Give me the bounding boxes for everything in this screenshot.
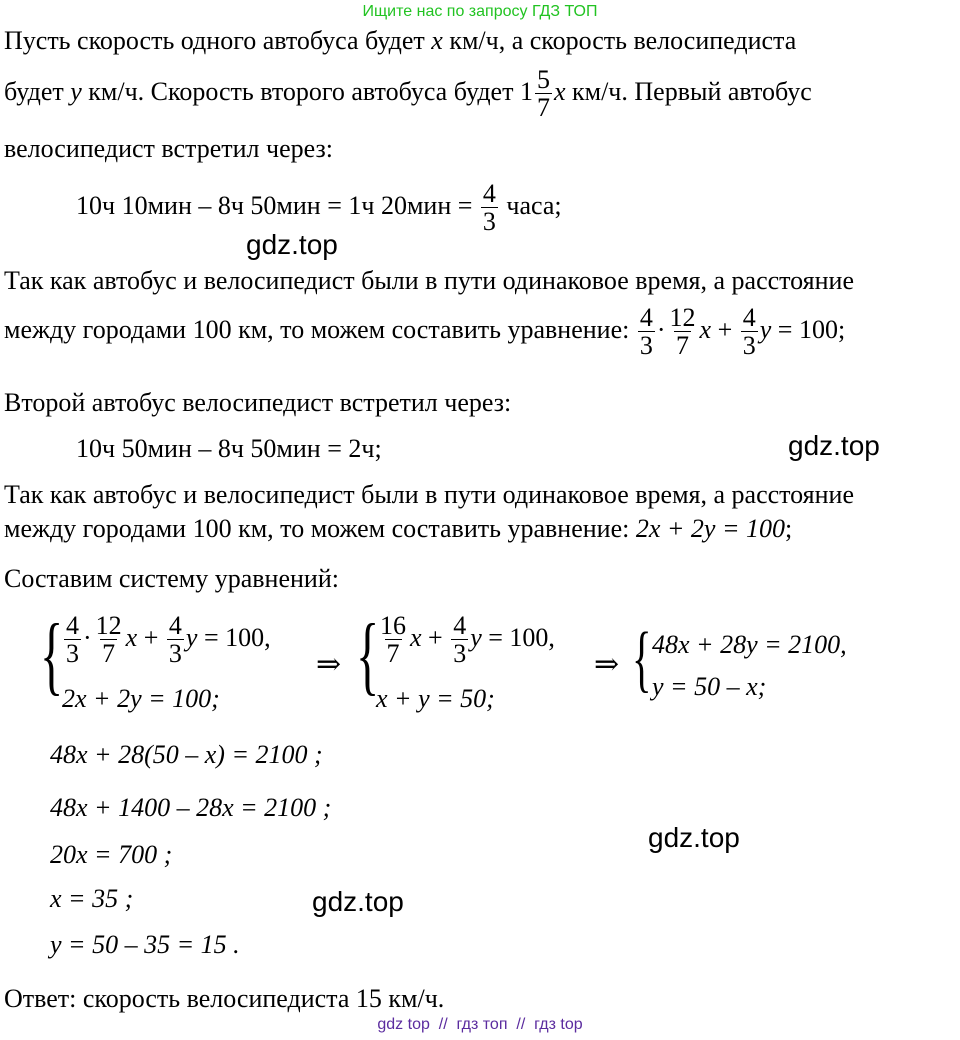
fraction-numerator: 12	[669, 303, 696, 332]
fraction	[741, 304, 758, 360]
system-1-row-1	[62, 612, 271, 668]
plus-operator: +	[717, 314, 733, 344]
watermark-3: gdz.top	[648, 822, 740, 853]
calc-time-1	[76, 180, 562, 236]
calc1-text: 10ч 10мин – 8ч 50мин = 1ч 20мин =	[76, 190, 473, 220]
fraction-denominator: 7	[102, 639, 116, 669]
system-2-row-2: x + y = 50;	[376, 684, 495, 713]
fraction-denominator: 3	[168, 639, 182, 669]
watermark-4: gdz.top	[312, 886, 404, 917]
paragraph-6: Второй автобус велосипедист встретил через:	[4, 388, 512, 417]
var-y: y	[759, 314, 772, 344]
calc-time-2: 10ч 50мин – 8ч 50мин = 2ч;	[76, 434, 382, 463]
fraction	[94, 612, 124, 668]
semicolon: ;	[837, 314, 846, 344]
fraction-numerator: 5	[536, 65, 550, 94]
system-1-row-2: 2x + 2y = 100;	[62, 684, 220, 713]
p8-text: между городами 100 км, то можем составить уравнение:	[4, 514, 630, 543]
var-x: x	[431, 26, 443, 55]
semicolon: ;	[785, 514, 793, 543]
mixed-fraction	[535, 66, 552, 122]
dot-operator: ·	[83, 622, 92, 652]
watermark-2: gdz.top	[788, 430, 880, 461]
answer: Ответ: скорость велосипедиста 15 км/ч.	[4, 984, 445, 1013]
fraction	[64, 612, 81, 668]
fraction-numerator: 16	[380, 611, 406, 640]
implies-arrow-1: ⇒	[316, 648, 342, 681]
fraction	[378, 612, 408, 668]
paragraph-4: Так как автобус и велосипедист были в пути одинаковое время, а расстояние	[4, 266, 855, 295]
paragraph-1	[4, 28, 796, 54]
step-4: x = 35 ;	[50, 884, 134, 913]
p2-text-b: км/ч. Скорость второго автобуса будет 1	[88, 76, 533, 106]
watermark-1: gdz.top	[246, 229, 338, 260]
fraction-numerator: 4	[168, 611, 182, 640]
fraction-4-3	[481, 180, 498, 236]
paragraph-5	[4, 304, 845, 360]
fraction-numerator: 4	[66, 611, 79, 640]
fraction	[638, 304, 655, 360]
dot-operator: ·	[656, 314, 666, 344]
rhs: = 100,	[488, 622, 555, 652]
left-brace: {	[632, 618, 652, 700]
fraction-numerator: 4	[482, 179, 496, 208]
left-brace: {	[40, 607, 64, 704]
p2-text-c: км/ч. Первый автобус	[572, 76, 812, 106]
var-x: x	[699, 314, 712, 344]
var-y: y	[185, 622, 198, 652]
rhs: = 100,	[203, 622, 271, 652]
equation-2: 2x + 2y = 100	[635, 514, 786, 543]
fraction-denominator: 3	[453, 639, 467, 669]
paragraph-7: Так как автобус и велосипедист были в пути одинаковое время, а расстояние	[4, 480, 855, 509]
fraction-denominator: 7	[386, 639, 400, 669]
footer-links: gdz top // гдз топ // гдз top	[377, 1016, 583, 1033]
plus-operator: +	[143, 622, 159, 652]
fraction-denominator: 7	[676, 331, 690, 361]
top-banner: Ищите нас по запросу ГДЗ ТОП	[362, 3, 598, 20]
paragraph-2	[4, 66, 812, 122]
eq1-rhs: = 100	[777, 314, 838, 344]
plus-operator: +	[428, 622, 443, 652]
step-3: 20x = 700 ;	[50, 840, 173, 869]
fraction-numerator: 4	[639, 303, 653, 332]
step-2: 48x + 1400 – 28x = 2100 ;	[50, 793, 332, 822]
fraction	[451, 612, 468, 668]
calc1-unit: часа;	[506, 190, 562, 220]
p1-text-a: Пусть скорость одного автобуса будет	[4, 26, 425, 55]
paragraph-8	[4, 516, 792, 542]
var-y: y	[70, 76, 82, 106]
p2-text-a: будет	[4, 76, 64, 106]
implies-arrow-2: ⇒	[594, 648, 620, 681]
fraction-denominator: 3	[482, 207, 496, 237]
fraction-denominator: 3	[639, 331, 653, 361]
system-2-row-1	[376, 612, 555, 668]
var-y: y	[470, 622, 482, 652]
var-x: x	[553, 76, 566, 106]
p1-text-b: км/ч, а скорость велосипедиста	[449, 26, 797, 55]
fraction-numerator: 4	[453, 611, 467, 640]
p5-text: между городами 100 км, то можем составить уравнение:	[4, 314, 630, 344]
fraction-numerator: 12	[95, 611, 122, 640]
step-5: y = 50 – 35 = 15 .	[50, 930, 240, 959]
fraction-denominator: 7	[536, 93, 550, 123]
paragraph-9: Составим систему уравнений:	[4, 564, 339, 593]
step-1: 48x + 28(50 – x) = 2100 ;	[50, 740, 323, 769]
fraction-numerator: 4	[742, 303, 756, 332]
system-3-row-2: y = 50 – x;	[652, 672, 767, 701]
left-brace: {	[356, 607, 380, 704]
fraction	[668, 304, 698, 360]
fraction	[167, 612, 184, 668]
fraction-denominator: 3	[742, 331, 756, 361]
fraction-denominator: 3	[66, 639, 79, 669]
var-x: x	[410, 622, 422, 652]
var-x: x	[125, 622, 138, 652]
paragraph-3: велосипедист встретил через:	[4, 134, 333, 163]
system-3-row-1: 48x + 28y = 2100,	[652, 630, 847, 659]
